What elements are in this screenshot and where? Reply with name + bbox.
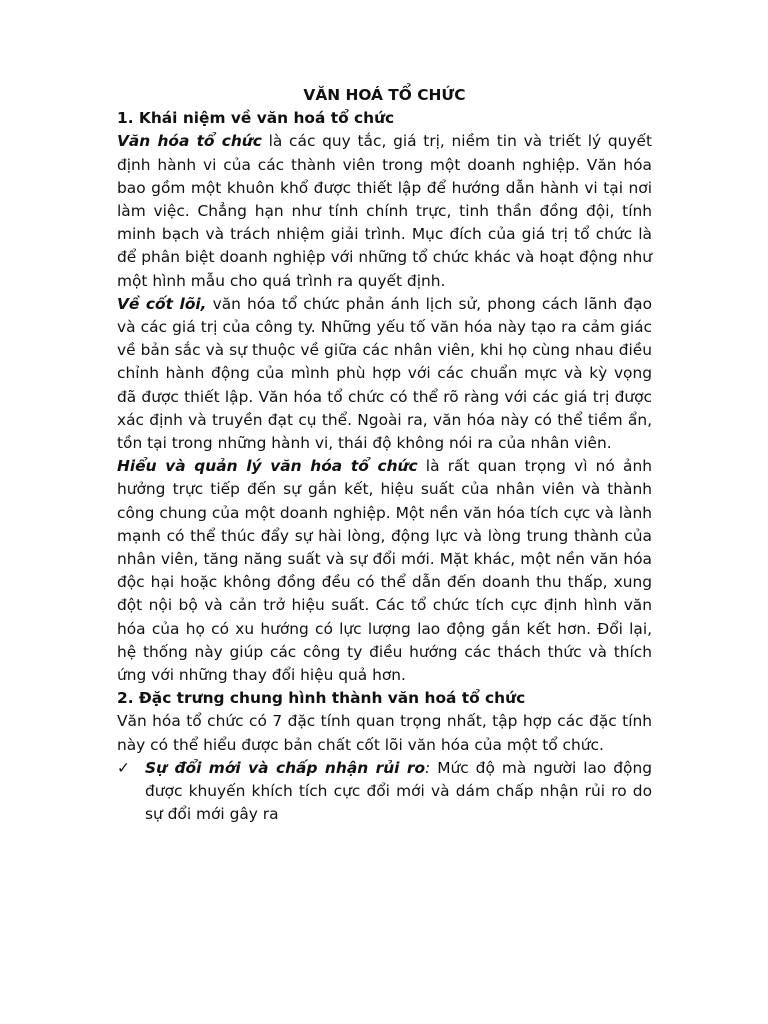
document-title: VĂN HOÁ TỔ CHỨC xyxy=(303,86,466,104)
section-heading-1: 1. Khái niệm về văn hoá tổ chức xyxy=(117,109,395,128)
paragraph-lead: Về cốt lõi, xyxy=(117,294,207,313)
paragraph-lead: Hiểu và quản lý văn hóa tổ chức xyxy=(117,457,418,476)
section-heading-2: 2. Đặc trưng chung hình thành văn hoá tổ chức xyxy=(117,689,526,708)
paragraph-lead: Văn hóa tổ chức xyxy=(117,132,262,151)
bullet-item xyxy=(117,757,652,827)
bullet-colon: : xyxy=(425,758,431,777)
bullet-text: Mức độ mà người lao động được khuyến khích tích cực đổi mới và dám chấp nhận rủi ro do sự đổi mới gây ra xyxy=(145,758,653,824)
paragraph-definition xyxy=(117,130,652,292)
bullet-term: Sự đổi mới và chấp nhận rủi ro xyxy=(145,758,426,777)
paragraph-text: văn hóa tổ chức phản ánh lịch sử, phong cách lãnh đạo và các giá trị của công ty. Những yếu tố văn hóa này tạo ra cảm giác về bản sắc và sự thuộc về giữa các nhân viên, khi họ cùng nhau điều chỉnh hành động của mình phù hợp với các chuẩn mực và kỳ vọng đã được thiết lập. Văn hóa tổ chức có thể rõ ràng với các giá trị được xác định và truyền đạt cụ thể. Ngoài ra, văn hóa này có thể tiềm ẩn, tồn tại trong những hành vi, thái độ không nói ra của nhân viên. xyxy=(117,294,652,453)
checkmark-icon: ✓ xyxy=(117,758,130,777)
paragraph-text: là các quy tắc, giá trị, niềm tin và triết lý quyết định hành vi của các thành viên trong một doanh nghiệp. Văn hóa bao gồm một khuôn khổ được thiết lập để hướng dẫn hành vi tại nơi làm việc. Chẳng hạn như tính chính trực, tinh thần đồng đội, tính minh bạch và trách nhiệm giải trình. Mục đích của giá trị tổ chức là để phân biệt doanh nghiệp với những tổ chức khác và hoạt động như một hình mẫu cho quá trình ra quyết định. xyxy=(117,132,652,290)
paragraph-text: là rất quan trọng vì nó ảnh hưởng trực tiếp đến sự gắn kết, hiệu suất của nhân viên và thành công chung của một doanh nghiệp. Một nền văn hóa tích cực và lành mạnh có thể thúc đẩy sự hài lòng, động lực và lòng trung thành của nhân viên, tăng năng suất và sự đổi mới. Mặt khác, một nền văn hóa độc hại hoặc không đồng đều có thể dẫn đến doanh thu thấp, xung đột nội bộ và cản trở hiệu suất. Các tổ chức tích cực định hình văn hóa của họ có xu hướng có lực lượng lao động gắn kết hơn. Đổi lại, hệ thống này giúp các công ty điều hướng các thách thức và thích ứng với những thay đổi hiệu quả hơn. xyxy=(117,457,652,685)
paragraph-intro: Văn hóa tổ chức có 7 đặc tính quan trọng nhất, tập hợp các đặc tính này có thể hiểu được bản chất cốt lõi văn hóa của một tổ chức. xyxy=(117,712,652,754)
document-body xyxy=(117,84,652,827)
paragraph-core xyxy=(117,293,652,455)
paragraph-importance xyxy=(117,455,652,687)
